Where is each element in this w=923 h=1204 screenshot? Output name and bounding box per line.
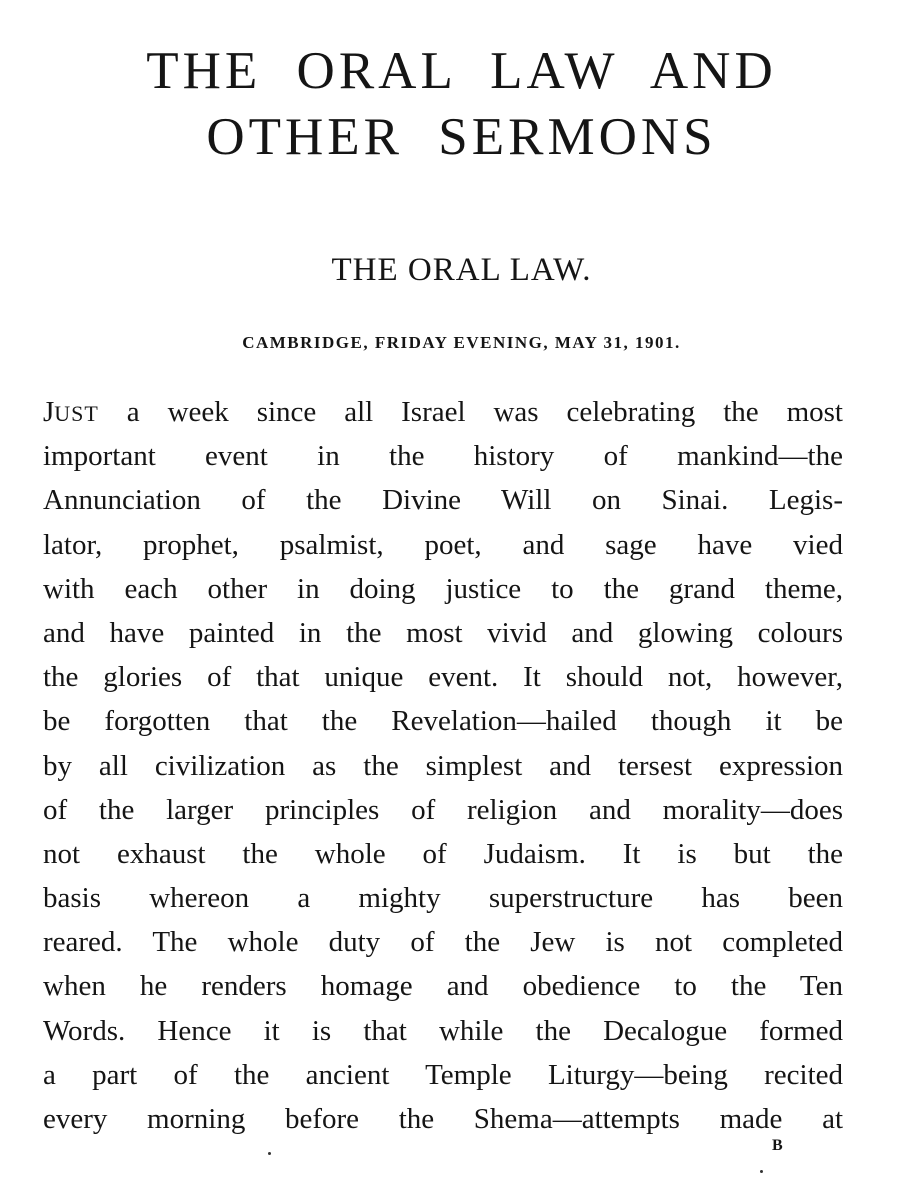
print-speck bbox=[760, 1170, 763, 1173]
drop-initial: J bbox=[43, 396, 55, 428]
book-title bbox=[0, 38, 923, 170]
book-title-line-1: THE ORAL LAW AND bbox=[146, 42, 777, 100]
body-line-15: Words. Hence it is that while the Decalogue formed bbox=[43, 1014, 843, 1047]
body-line-14: when he renders homage and obedience to the Ten bbox=[43, 970, 843, 1003]
body-line-1 bbox=[43, 390, 843, 434]
first-word-small-caps: UST bbox=[54, 401, 99, 426]
body-line-16: a part of the ancient Temple Liturgy—being recited bbox=[43, 1058, 843, 1091]
body-line-17: every morning before the Shema—attempts made at bbox=[43, 1103, 843, 1135]
signature-mark: B bbox=[772, 1137, 783, 1154]
book-title-line-2: OTHER SERMONS bbox=[206, 108, 717, 166]
body-line-9: by all civilization as the simplest and tersest expression bbox=[43, 749, 843, 782]
body-line-1-text: a week since all Israel was celebrating the most bbox=[98, 396, 843, 428]
body-line-5: with each other in doing justice to the grand theme, bbox=[43, 572, 843, 605]
body-line-3: Annunciation of the Divine Will on Sinai. Legis- bbox=[43, 484, 843, 517]
body-line-10: of the larger principles of religion and morality—does bbox=[43, 793, 843, 826]
body-line-11: not exhaust the whole of Judaism. It is but the bbox=[43, 837, 843, 870]
body-line-2: important event in the history of mankind—the bbox=[43, 440, 843, 473]
body-line-6: and have painted in the most vivid and glowing colours bbox=[43, 616, 843, 649]
body-line-12: basis whereon a mighty superstructure has been bbox=[43, 882, 843, 915]
body-line-4: lator, prophet, psalmist, poet, and sage have vied bbox=[43, 528, 843, 561]
body-line-13: reared. The whole duty of the Jew is not completed bbox=[43, 926, 843, 959]
dateline: CAMBRIDGE, FRIDAY EVENING, MAY 31, 1901. bbox=[242, 333, 681, 352]
print-speck bbox=[268, 1152, 271, 1155]
body-line-8: be forgotten that the Revelation—hailed though it be bbox=[43, 705, 843, 738]
chapter-title: THE ORAL LAW. bbox=[331, 252, 592, 288]
sermon-body bbox=[43, 390, 843, 1141]
body-line-7: the glories of that unique event. It should not, however, bbox=[43, 661, 843, 694]
